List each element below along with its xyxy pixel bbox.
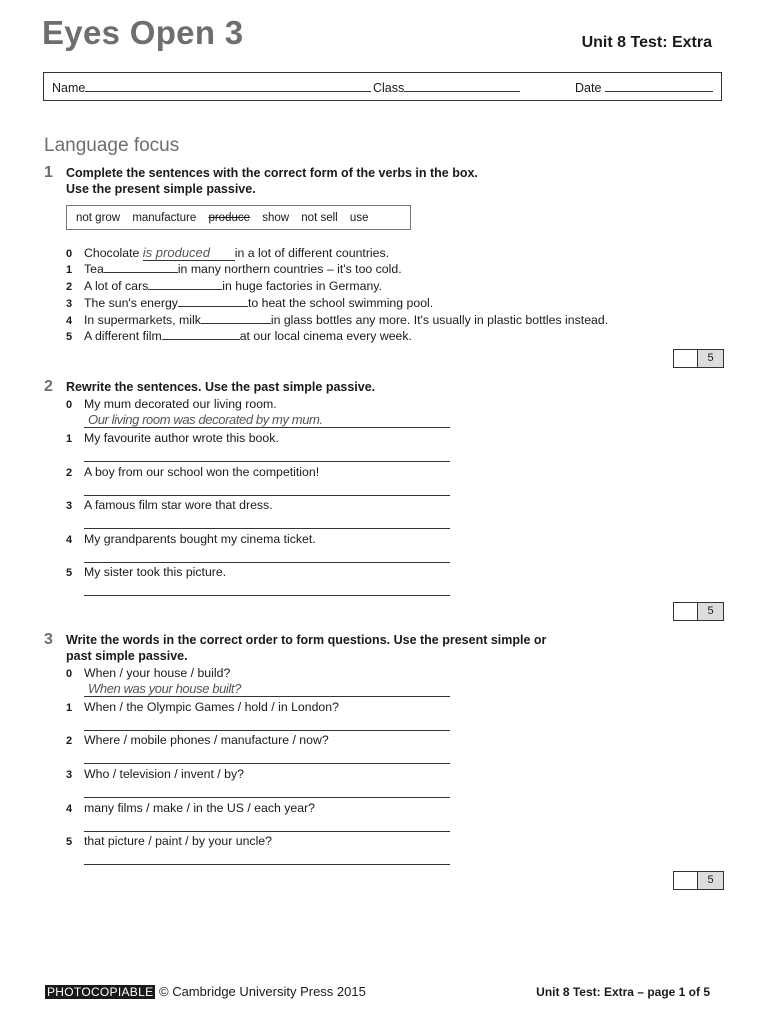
exercise-3-instruction-line-1: Write the words in the correct order to form questions. Use the present simple or bbox=[66, 633, 547, 647]
example-answer: Our living room was decorated by my mum. bbox=[88, 412, 323, 427]
score-total: 5 bbox=[697, 603, 723, 620]
section-heading: Language focus bbox=[44, 135, 180, 156]
item-text: My grandparents bought my cinema ticket. bbox=[84, 532, 316, 546]
item-text: in glass bottles any more. It's usually in plastic bottles instead. bbox=[270, 313, 609, 327]
score-box[interactable] bbox=[673, 602, 724, 621]
answer-line[interactable] bbox=[84, 528, 450, 529]
copyright-text: © Cambridge University Press 2015 bbox=[159, 984, 366, 999]
answer-line[interactable] bbox=[84, 797, 450, 798]
item-text: The sun's energy bbox=[84, 296, 178, 310]
word-item: manufacture bbox=[132, 212, 197, 224]
exercise-1-item bbox=[66, 262, 402, 276]
item-text: in many northern countries – it's too cold. bbox=[177, 262, 402, 276]
student-info-box bbox=[43, 72, 722, 101]
item-text: to heat the school swimming pool. bbox=[247, 296, 434, 310]
word-item: not sell bbox=[301, 212, 338, 224]
word-item-struck: produce bbox=[208, 212, 251, 224]
item-number: 2 bbox=[66, 467, 73, 479]
item-number: 0 bbox=[66, 668, 73, 680]
exercise-3-item bbox=[66, 700, 339, 714]
item-number: 5 bbox=[66, 567, 73, 579]
item-text: in a lot of different countries. bbox=[234, 246, 390, 260]
name-line[interactable] bbox=[85, 80, 371, 92]
example-answer: is produced bbox=[143, 245, 235, 261]
date-field[interactable] bbox=[575, 80, 713, 95]
word-box bbox=[66, 205, 411, 230]
item-number: 0 bbox=[66, 399, 73, 411]
exercise-3-item bbox=[66, 767, 244, 781]
item-text: in huge factories in Germany. bbox=[222, 279, 382, 293]
item-number: 1 bbox=[66, 264, 73, 276]
date-label: Date bbox=[575, 81, 602, 95]
answer-line[interactable] bbox=[84, 427, 450, 428]
item-text: My favourite author wrote this book. bbox=[84, 431, 279, 445]
answer-line[interactable] bbox=[84, 864, 450, 865]
exercise-2-item bbox=[66, 431, 279, 445]
exercise-3-instruction-line-2: past simple passive. bbox=[66, 648, 188, 663]
score-box[interactable] bbox=[673, 871, 724, 890]
item-text: Tea bbox=[84, 262, 104, 276]
item-number: 3 bbox=[66, 769, 73, 781]
word-item: show bbox=[262, 212, 290, 224]
name-label: Name bbox=[52, 81, 86, 95]
answer-line[interactable] bbox=[84, 831, 450, 832]
item-number: 1 bbox=[66, 702, 73, 714]
answer-line[interactable] bbox=[84, 495, 450, 496]
exercise-3-item bbox=[66, 801, 315, 815]
word-item: not grow bbox=[76, 212, 121, 224]
date-line[interactable] bbox=[605, 80, 713, 92]
item-text: When / the Olympic Games / hold / in London? bbox=[84, 700, 339, 714]
item-text: at our local cinema every week. bbox=[239, 329, 412, 343]
page-title: Eyes Open 3 bbox=[42, 14, 244, 51]
class-line[interactable] bbox=[404, 80, 520, 92]
answer-line[interactable] bbox=[84, 562, 450, 563]
exercise-1-item bbox=[66, 279, 382, 293]
item-text: Where / mobile phones / manufacture / now? bbox=[84, 733, 329, 747]
item-number: 4 bbox=[66, 315, 73, 327]
exercise-1-instruction bbox=[66, 166, 478, 197]
exercise-1-item bbox=[66, 329, 412, 343]
item-text: A boy from our school won the competition! bbox=[84, 465, 320, 479]
item-text: My mum decorated our living room. bbox=[84, 397, 277, 411]
exercise-2-number: 2 bbox=[44, 378, 53, 395]
footer-copyright bbox=[45, 984, 366, 999]
score-total: 5 bbox=[697, 350, 723, 367]
word-item: use bbox=[349, 212, 369, 224]
exercise-2-item bbox=[66, 397, 277, 411]
answer-blank[interactable] bbox=[178, 296, 248, 307]
item-number: 3 bbox=[66, 298, 73, 310]
class-label: Class bbox=[373, 81, 405, 95]
exercise-2-item bbox=[66, 498, 273, 512]
item-text: My sister took this picture. bbox=[84, 565, 227, 579]
answer-line[interactable] bbox=[84, 595, 450, 596]
answer-blank[interactable] bbox=[201, 313, 271, 324]
answer-blank[interactable] bbox=[162, 329, 240, 340]
item-text: A famous film star wore that dress. bbox=[84, 498, 273, 512]
answer-blank[interactable] bbox=[104, 262, 178, 273]
item-number: 5 bbox=[66, 331, 73, 343]
footer-page-number: Unit 8 Test: Extra – page 1 of 5 bbox=[536, 985, 710, 999]
item-number: 2 bbox=[66, 281, 73, 293]
exercise-2-item bbox=[66, 565, 226, 579]
item-text: A different film bbox=[84, 329, 162, 343]
exercise-3-instruction bbox=[66, 633, 546, 664]
photocopiable-badge: PHOTOCOPIABLE bbox=[47, 985, 154, 999]
item-number: 1 bbox=[66, 433, 73, 445]
answer-line[interactable] bbox=[84, 730, 450, 731]
item-number: 5 bbox=[66, 836, 73, 848]
answer-line[interactable] bbox=[84, 763, 450, 764]
answer-line[interactable] bbox=[84, 461, 450, 462]
example-answer: When was your house built? bbox=[88, 681, 241, 696]
exercise-1-instruction-line-1: Complete the sentences with the correct form of the verbs in the box. bbox=[66, 166, 478, 180]
item-number: 0 bbox=[66, 248, 73, 260]
score-box[interactable] bbox=[673, 349, 724, 368]
exercise-1-instruction-line-2: Use the present simple passive. bbox=[66, 181, 256, 196]
exercise-3-number: 3 bbox=[44, 631, 53, 648]
exercise-2-item bbox=[66, 532, 316, 546]
item-text: A lot of cars bbox=[84, 279, 149, 293]
class-field[interactable] bbox=[373, 80, 520, 95]
item-number: 4 bbox=[66, 803, 73, 815]
item-text: Chocolate bbox=[84, 246, 140, 260]
item-number: 3 bbox=[66, 500, 73, 512]
answer-blank[interactable] bbox=[148, 279, 222, 290]
exercise-1-item bbox=[66, 296, 433, 310]
exercise-1-item bbox=[66, 313, 608, 327]
item-text: that picture / paint / by your uncle? bbox=[84, 834, 272, 848]
exercise-2-item bbox=[66, 465, 319, 479]
exercise-3-item bbox=[66, 733, 329, 747]
item-text: Who / television / invent / by? bbox=[84, 767, 244, 781]
exercise-3-item bbox=[66, 666, 230, 680]
unit-label: Unit 8 Test: Extra bbox=[581, 34, 712, 51]
item-number: 2 bbox=[66, 735, 73, 747]
answer-line[interactable] bbox=[84, 696, 450, 697]
exercise-3-item bbox=[66, 834, 272, 848]
exercise-1-item bbox=[66, 245, 389, 261]
item-text: When / your house / build? bbox=[84, 666, 231, 680]
exercise-1-number: 1 bbox=[44, 164, 53, 181]
name-field[interactable] bbox=[52, 80, 371, 95]
item-text: In supermarkets, milk bbox=[84, 313, 201, 327]
score-total: 5 bbox=[697, 872, 723, 889]
item-number: 4 bbox=[66, 534, 73, 546]
exercise-2-instruction: Rewrite the sentences. Use the past simple passive. bbox=[66, 380, 376, 394]
item-text: many films / make / in the US / each year? bbox=[84, 801, 315, 815]
